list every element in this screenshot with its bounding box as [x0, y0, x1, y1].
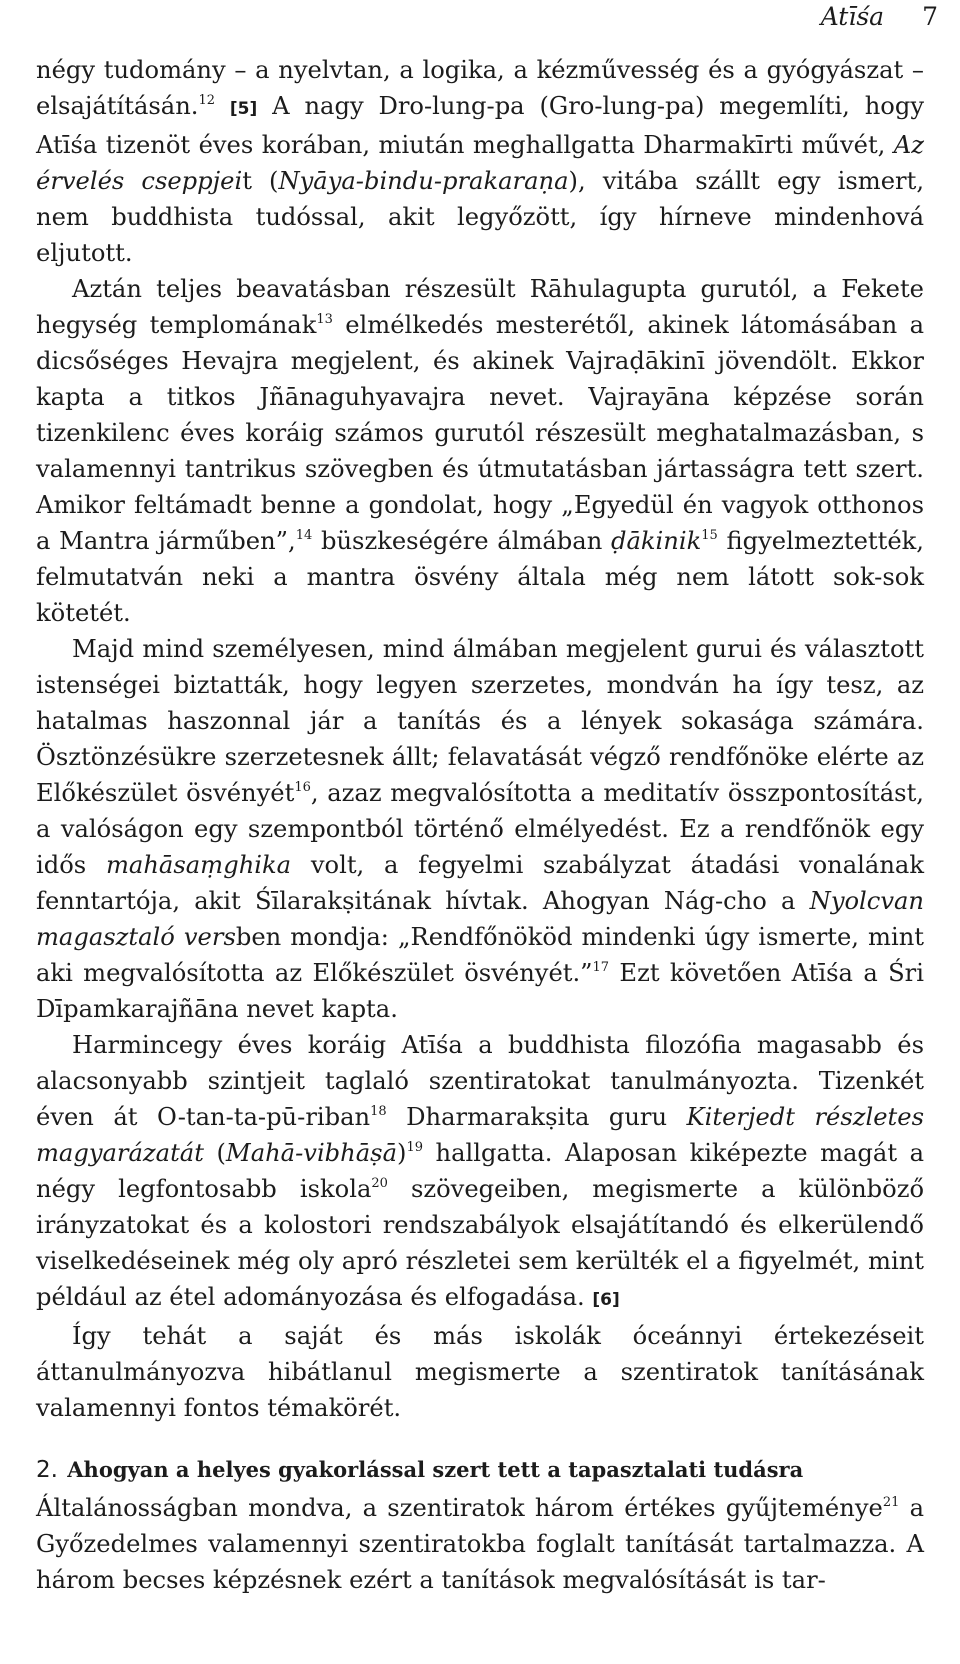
text-run: )	[397, 1139, 407, 1167]
paragraph-4	[36, 1027, 924, 1318]
text-run: (	[203, 1139, 226, 1167]
footnote-ref: 14	[295, 528, 313, 543]
text-run: Így tehát a saját és más iskolák óceánnyi értekezéseit áttanulmányozva hibátlanul megismerte a szentiratok tanításának valamennyi fontos témakörét.	[36, 1322, 924, 1422]
footnote-ref: 20	[371, 1176, 388, 1191]
page-number: 7	[922, 1, 938, 31]
sanskrit-title: Nyāya-bindu-prakaraṇa	[278, 167, 569, 195]
text-run: ben mondja: „Rendfőnököd mindenki úgy ismerte, mint aki megvalósította az Előkészület ösvényét.”	[36, 923, 924, 987]
text-run: Harmincegy éves koráig Atīśa a buddhista filozófia magasabb és alacsonyabb szintjeit taglaló szentiratokat tanulmányozta. Tizenkét éven át O-tan-ta-pū-riban	[36, 1031, 924, 1131]
section-heading	[36, 1454, 924, 1486]
text-run: A nagy Dro-lung-pa (Gro-lung-pa) megemlíti, hogy Atīśa tizenöt éves korában, miután meghallgatta Dharmakīrti művét,	[36, 92, 924, 159]
text-run: szövegeiben, megismerte a különböző irányzatokat és a kolostori rendszabályok elsajátítandó és elkerülendő viselkedéseinek még oly apró részletei sem kerülték el a figyelmét, mint például az étel adományozása és elfogadása.	[36, 1175, 925, 1311]
text-run: hallgatta. Alaposan kiképezte magát a négy legfontosabb iskola	[36, 1139, 924, 1203]
italic-term: mahāsaṃghika	[105, 851, 292, 879]
section-title: Ahogyan a helyes gyakorlással szert tett a tapasztalati tudásra	[59, 1457, 804, 1482]
running-head	[821, 0, 938, 32]
footnote-ref: 17	[592, 960, 610, 975]
text-run: volt, a fegyelmi szabályzat átadási vonalának fenntartója, akit Śīlarakṣitának hívtak. Ahogyan Nág-cho a	[36, 851, 924, 915]
text-run: Aztán teljes beavatásban részesült Rāhulagupta gurutól, a Fekete hegység templomának	[36, 275, 924, 339]
work-title: Nyolcvan magasztaló vers	[36, 887, 924, 951]
work-title: Az érvelés cseppjei	[36, 131, 924, 195]
text-run: , azaz megvalósította a meditatív összpontosítást, a valóságon egy szempontból történő elmélyedést. Ez a rendfőnök egy idős	[36, 779, 924, 879]
section-number: 2.	[36, 1457, 58, 1483]
text-run: elmélkedés mesterétől, akinek látomásában a dicsőséges Hevajra megjelent, és akinek Vajraḍākinī jövendölt. Ekkor kapta a titkos Jñānaguhyavajra nevet. Vajrayāna képzése során tizenkilenc éves koráig számos gurutól részesült meghatalmazásban, s valamennyi tantrikus szövegben és útmutatásban jártasságra tett szert. Amikor feltámadt benne a gondolat, hogy „Egyedül én vagyok otthonos a Mantra járműben”,	[36, 311, 925, 555]
paragraph-1	[36, 52, 924, 271]
text-run: Általánosságban mondva, a szentiratok három értékes gyűjteménye	[36, 1494, 883, 1522]
page-marker: [5]	[229, 99, 258, 119]
footnote-ref: 16	[294, 780, 311, 795]
text-run: négy tudomány – a nyelvtan, a logika, a kézművesség és a gyógyászat – elsajátításán.	[36, 56, 924, 120]
footnote-ref: 12	[198, 93, 216, 108]
paragraph-3	[36, 631, 924, 1027]
text-run: Dharmarakṣita guru	[386, 1103, 687, 1131]
footnote-ref: 18	[370, 1104, 387, 1119]
italic-term: ḍākinik	[610, 527, 702, 555]
footnote-ref: 21	[882, 1495, 900, 1510]
page-body	[36, 52, 924, 1598]
text-run: a Győzedelmes valamennyi szentiratokba foglalt tanítását tartalmazza. A három becses képzésnek ezért a tanítások megvalósítását is tar-	[36, 1494, 925, 1594]
paragraph-6	[36, 1490, 924, 1598]
text-run: figyelmeztették, felmutatván neki a mantra ösvény általa még nem látott sok-sok kötetét.	[36, 527, 924, 627]
work-title: Kiterjedt részletes magyarázatát	[36, 1103, 924, 1167]
footnote-ref: 15	[701, 528, 718, 543]
footnote-ref: 19	[406, 1140, 423, 1155]
running-title: Atīśa	[820, 1, 885, 31]
text-run: ), vitába szállt egy ismert, nem buddhista tudóssal, akit legyőzött, így hírneve mindenhová eljutott.	[36, 167, 925, 267]
paragraph-2	[36, 271, 924, 631]
text-run: büszkeségére álmában	[312, 527, 611, 555]
footnote-ref: 13	[316, 312, 333, 327]
page-marker: [6]	[592, 1290, 620, 1310]
text-run: Majd mind személyesen, mind álmában megjelent gurui és választott istenségei biztatták, hogy legyen szerzetes, mondván ha így tesz, az hatalmas haszonnal jár a tanítás és a lények sokasága számára. Ösztönzésükre szerzetesnek állt; felavatását végző rendfőnöke elérte az Előkészület ösvényét	[36, 635, 924, 807]
paragraph-5	[36, 1318, 924, 1426]
text-run: t (	[242, 167, 279, 195]
sanskrit-title: Mahā-vibhāṣā	[225, 1139, 397, 1167]
text-run: Ezt követően Atīśa a Śri Dīpamkarajñāna nevet kapta.	[36, 959, 924, 1023]
